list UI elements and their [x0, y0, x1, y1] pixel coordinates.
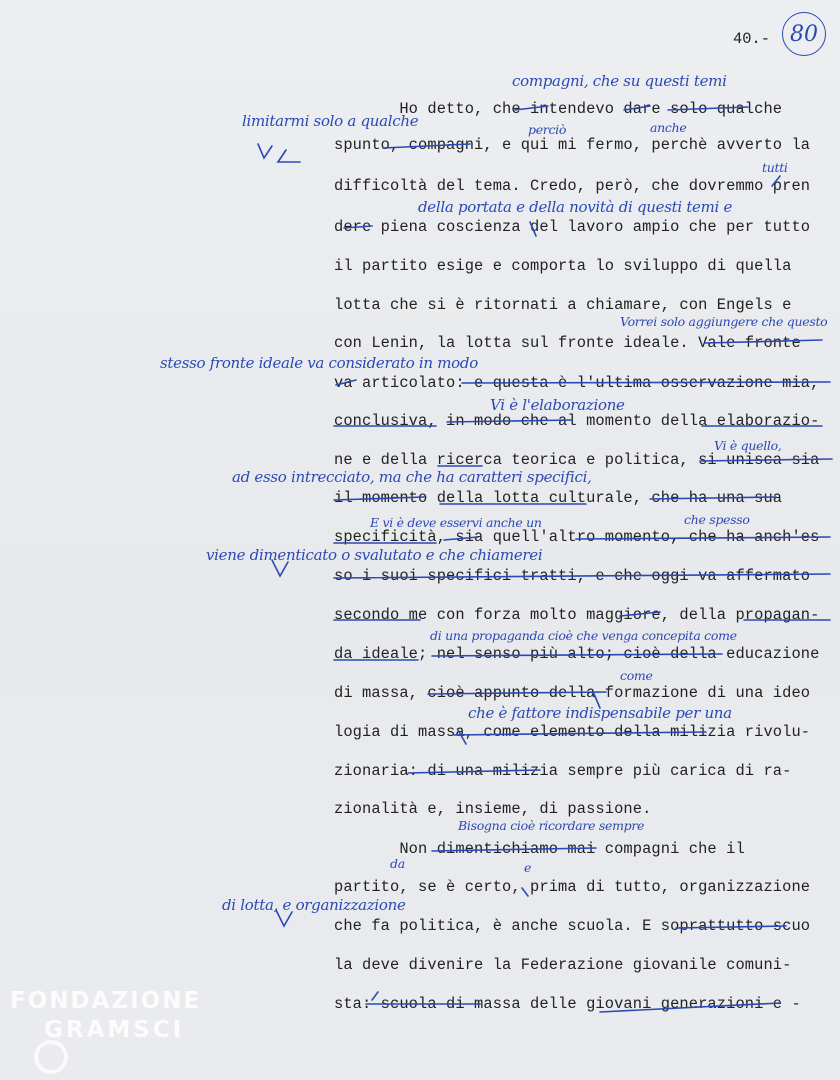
typed-line: so i suoi specifici tratti, e che oggi va affermato	[334, 567, 811, 585]
typed-line: va articolato: e questa è l'ultima osservazione mia,	[334, 374, 820, 392]
typed-line: secondo me con forza molto maggiore, della propagan-	[334, 606, 820, 624]
watermark-line-2: GRAMSCI	[44, 1017, 185, 1043]
annotation: Vi è quello,	[714, 438, 782, 453]
annotation: come	[620, 668, 653, 683]
annotation: anche	[650, 120, 687, 135]
typed-line: sta: scuola di massa delle giovani generazioni e -	[334, 995, 801, 1013]
annotation: di lotta, e organizzazione	[222, 896, 406, 914]
typed-line: da ideale; nel senso più alto; cioè della educazione	[334, 645, 820, 663]
annotation: di una propaganda cioè che venga concepita come	[430, 628, 737, 643]
typed-line: con Lenin, la lotta sul fronte ideale. Vale fronte	[334, 334, 801, 352]
typed-line: specificità, sia quell'altro momento, che ha anch'es	[334, 528, 820, 546]
annotation: compagni, che su questi temi	[512, 72, 727, 90]
typed-line: dere piena coscienza del lavoro ampio che per tutto	[334, 218, 811, 236]
annotation: perciò	[528, 122, 567, 137]
annotation: da	[390, 856, 405, 871]
typed-line: spunto, compagni, e qui mi fermo, perchè avverto la	[334, 136, 811, 154]
circled-page-number	[782, 12, 826, 56]
annotation: ad esso intrecciato, ma che ha caratteri specifici,	[232, 468, 592, 486]
annotation: e	[524, 860, 532, 875]
circled-page-number-text: 80	[790, 21, 818, 47]
typed-line: logia di massa, come elemento della milizia rivolu-	[334, 723, 811, 741]
annotation: Vi è l'elaborazione	[490, 396, 625, 414]
typed-line: ne e della ricerca teorica e politica, si unisca sia	[334, 451, 820, 469]
annotation: Bisogna cioè ricordare sempre	[458, 818, 645, 833]
typed-line: zionaria: di una milizia sempre più carica di ra-	[334, 762, 792, 780]
typed-line: conclusiva, in modo che al momento della elaborazio-	[334, 412, 820, 430]
annotation: E vi è deve esservi anche un	[370, 515, 542, 530]
annotation: viene dimenticato o svalutato e che chiamerei	[206, 546, 543, 564]
typed-line: che fa politica, è anche scuola. E soprattutto scuo	[334, 917, 811, 935]
watermark-line-1: FONDAZIONE	[10, 988, 202, 1014]
typed-line: difficoltà del tema. Credo, però, che dovremmo pren	[334, 177, 811, 195]
typed-line: partito, se è certo, prima di tutto, organizzazione	[334, 878, 811, 896]
typed-line: la deve divenire la Federazione giovanile comuni-	[334, 956, 792, 974]
typed-line: Ho detto, che intendevo dare solo qualche	[334, 100, 783, 118]
annotation: Vorrei solo aggiungere che questo	[620, 314, 828, 329]
annotation: che spesso	[684, 512, 750, 527]
annotation: limitarmi solo a qualche	[242, 112, 419, 130]
page-number: 40.-	[733, 30, 770, 48]
annotation: che è fattore indispensabile per una	[468, 704, 732, 722]
typed-line: il momento della lotta culturale, che ha una sua	[334, 489, 783, 507]
annotation: tutti	[762, 160, 788, 175]
typed-line: lotta che si è ritornati a chiamare, con Engels e	[334, 296, 792, 314]
annotation: stesso fronte ideale va considerato in modo	[160, 354, 478, 372]
annotation: della portata e della novità di questi temi e	[418, 198, 733, 216]
watermark-logo-icon	[34, 1040, 68, 1074]
typed-line: zionalità e, insieme, di passione.	[334, 800, 652, 818]
archive-watermark	[10, 990, 201, 1042]
typed-line: il partito esige e comporta lo sviluppo di quella	[334, 257, 792, 275]
typed-line: Non dimentichiamo mai compagni che il	[334, 840, 745, 858]
typed-line: di massa, cioè appunto della formazione di una ideo	[334, 684, 811, 702]
